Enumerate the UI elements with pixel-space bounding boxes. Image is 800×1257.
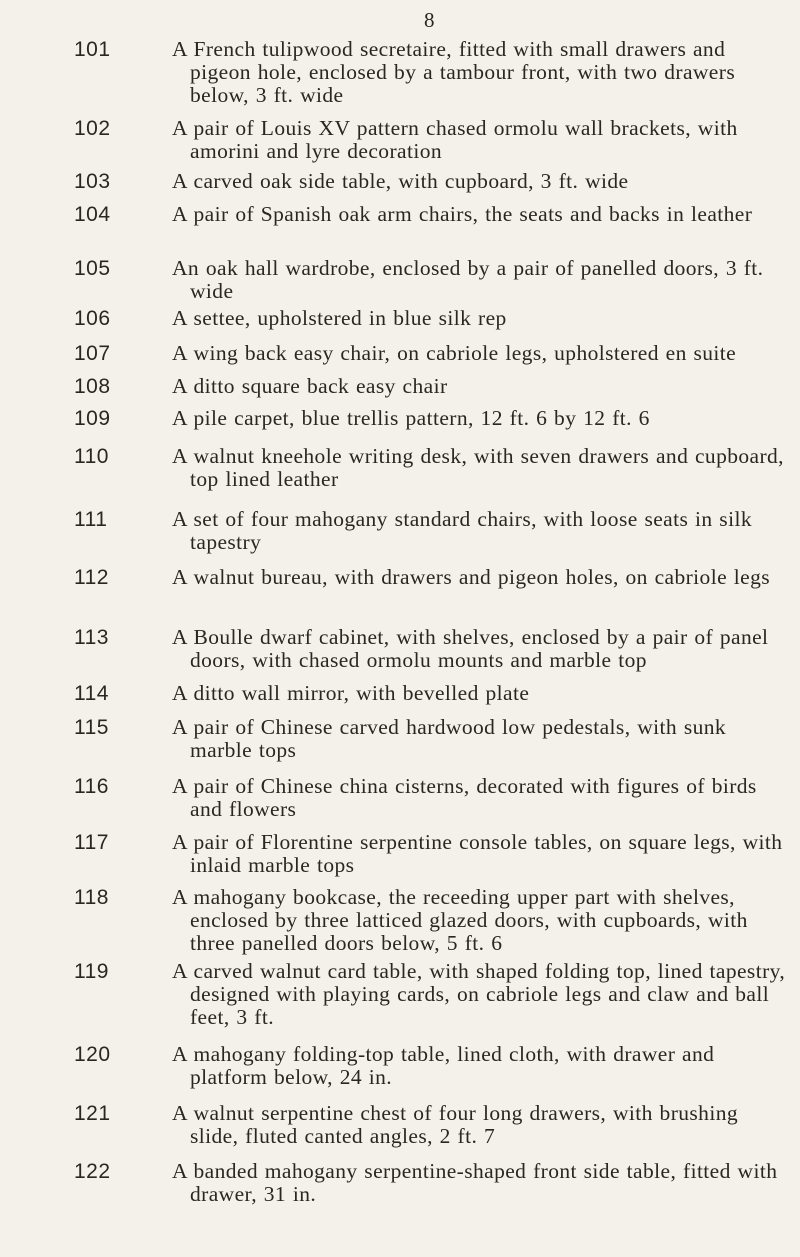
lot-number: 107	[74, 342, 111, 365]
lot-number: 121	[74, 1102, 111, 1125]
lot-description: A settee, upholstered in blue silk rep	[172, 306, 507, 330]
lot-description: A pair of Spanish oak arm chairs, the seats and backs in leather	[172, 202, 753, 226]
lot-description: A mahogany folding-top table, lined cloth, with drawer and platform below, 24 in.	[172, 1042, 715, 1089]
lot-description: A French tulipwood secretaire, fitted with small drawers and pigeon hole, enclosed by a tambour front, with two drawers below, 3 ft. wide	[172, 37, 736, 107]
lot-description: A pair of Chinese carved hardwood low pedestals, with sunk marble tops	[172, 715, 727, 762]
lot-number: 106	[74, 307, 111, 330]
lot-number: 122	[74, 1160, 111, 1183]
lot-number: 118	[74, 886, 109, 909]
lot-number: 117	[74, 831, 109, 854]
lot-description: A carved oak side table, with cupboard, 3 ft. wide	[172, 169, 629, 193]
lot-number: 116	[74, 775, 109, 798]
lot-number: 110	[74, 445, 109, 468]
lot-number: 111	[74, 508, 108, 531]
lot-description: A pile carpet, blue trellis pattern, 12 ft. 6 by 12 ft. 6	[172, 406, 650, 430]
lot-description: A pair of Louis XV pattern chased ormolu wall brackets, with amorini and lyre decoration	[172, 116, 738, 163]
lot-number: 114	[74, 682, 109, 705]
lot-description: A Boulle dwarf cabinet, with shelves, enclosed by a pair of panel doors, with chased ormolu mounts and marble top	[172, 625, 769, 672]
lot-description: A walnut kneehole writing desk, with seven drawers and cupboard, top lined leather	[172, 444, 784, 491]
lot-number: 102	[74, 117, 111, 140]
lot-number: 119	[74, 960, 109, 983]
lot-description: A banded mahogany serpentine-shaped front side table, fitted with drawer, 31 in.	[172, 1159, 778, 1206]
page-number: 8	[424, 8, 435, 32]
lot-number: 104	[74, 203, 111, 226]
lot-number: 115	[74, 716, 109, 739]
lot-number: 108	[74, 375, 111, 398]
lot-description: A pair of Chinese china cisterns, decorated with figures of birds and flowers	[172, 774, 757, 821]
lot-description: A wing back easy chair, on cabriole legs, upholstered en suite	[172, 341, 737, 365]
lot-description: A walnut serpentine chest of four long drawers, with brushing slide, fluted canted angles, 2 ft. 7	[172, 1101, 739, 1148]
lot-description: A set of four mahogany standard chairs, with loose seats in silk tapestry	[172, 507, 752, 554]
lot-number: 103	[74, 170, 111, 193]
lot-description: A mahogany bookcase, the receeding upper part with shelves, enclosed by three latticed glazed doors, with cupboards, with three panelled doors below, 5 ft. 6	[172, 885, 748, 955]
lot-number: 105	[74, 257, 111, 280]
lot-number: 120	[74, 1043, 111, 1066]
lot-number: 112	[74, 566, 109, 589]
lot-number: 113	[74, 626, 109, 649]
lot-description: An oak hall wardrobe, enclosed by a pair of panelled doors, 3 ft. wide	[172, 256, 764, 303]
lot-description: A pair of Florentine serpentine console tables, on square legs, with inlaid marble tops	[172, 830, 783, 877]
lot-description: A walnut bureau, with drawers and pigeon holes, on cabriole legs	[172, 565, 771, 589]
lot-description: A ditto square back easy chair	[172, 374, 448, 398]
lot-description: A carved walnut card table, with shaped folding top, lined tapestry, designed with playing cards, on cabriole legs and claw and ball feet, 3 ft.	[172, 959, 786, 1029]
lot-description: A ditto wall mirror, with bevelled plate	[172, 681, 530, 705]
lot-number: 101	[74, 38, 111, 61]
lot-number: 109	[74, 407, 111, 430]
